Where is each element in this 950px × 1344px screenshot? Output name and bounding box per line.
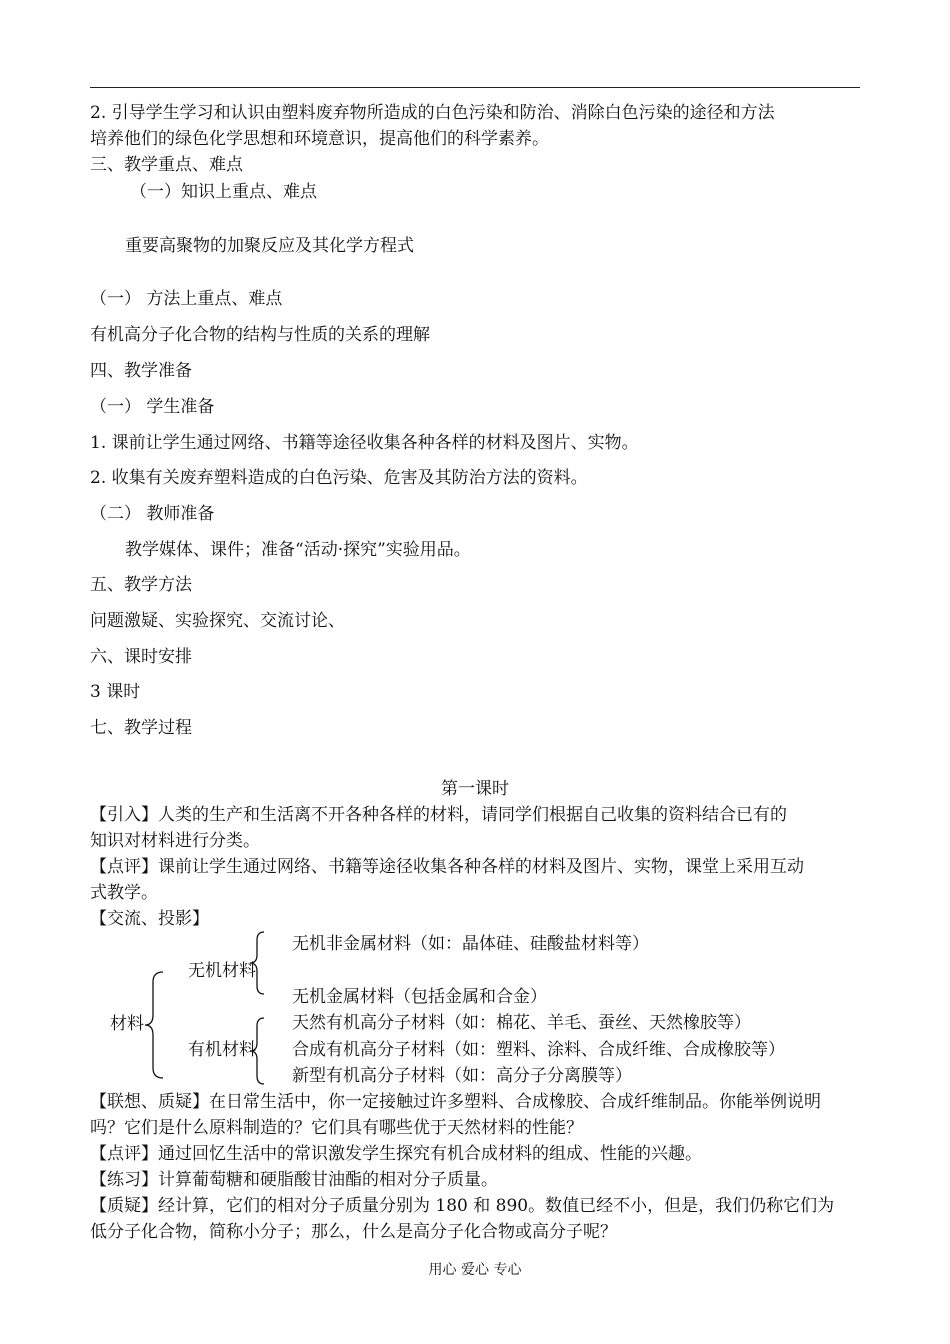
section-heading: 三、教学重点、难点 — [90, 155, 243, 175]
page-footer: 用心 爱心 专心 — [428, 1262, 522, 1278]
text-line: 2. 收集有关废弃塑料造成的白色污染、危害及其防治方法的资料。 — [90, 468, 588, 488]
text-line: 培养他们的绿色化学思想和环境意识，提高他们的科学素养。 — [90, 129, 549, 149]
text-line: 教学媒体、课件；准备“活动·探究”实验用品。 — [125, 540, 471, 560]
text-line: 知识对材料进行分类。 — [90, 831, 260, 851]
subsection-heading: （一） 学生准备 — [90, 397, 215, 417]
text-line: 3 课时 — [90, 682, 141, 702]
text-line: 【联想、质疑】在日常生活中，你一定接触过许多塑料、合成橡胶、合成纤维制品。你能举例说明 — [90, 1092, 821, 1112]
text-line: 2. 引导学生学习和认识由塑料废弃物所造成的白色污染和防治、消除白色污染的途径和方法 — [90, 103, 775, 123]
tree-leaf: 无机金属材料（包括金属和合金） — [292, 987, 547, 1007]
text-line: 【质疑】经计算，它们的相对分子质量分别为 180 和 890。数值已经不小，但是，我们仍称它们为 — [90, 1196, 835, 1216]
section-heading: 六、课时安排 — [90, 647, 192, 667]
text-line: 【点评】课前让学生通过网络、书籍等途径收集各种各样的材料及图片、实物，课堂上采用互动 — [90, 857, 804, 877]
text-line: 1. 课前让学生通过网络、书籍等途径收集各种各样的材料及图片、实物。 — [90, 433, 639, 453]
text-line: 吗？它们是什么原料制造的？它们具有哪些优于天然材料的性能？ — [90, 1118, 583, 1138]
text-line: 【练习】计算葡萄糖和硬脂酸甘油酯的相对分子质量。 — [90, 1170, 498, 1190]
section-heading: 四、教学准备 — [90, 361, 192, 381]
header-rule — [90, 87, 860, 88]
tree-node-inorganic: 无机材料 — [188, 961, 256, 981]
text-line: 式教学。 — [90, 883, 158, 903]
subsection-heading: （一）知识上重点、难点 — [130, 182, 317, 202]
tree-leaf: 天然有机高分子材料（如：棉花、羊毛、蚕丝、天然橡胶等） — [292, 1013, 751, 1033]
root-brace — [145, 970, 165, 1080]
text-line: 重要高聚物的加聚反应及其化学方程式 — [125, 236, 414, 256]
text-line: 低分子化合物，简称小分子；那么，什么是高分子化合物或高分子呢？ — [90, 1222, 617, 1242]
section-heading: 七、教学过程 — [90, 718, 192, 738]
subsection-heading: （二） 教师准备 — [90, 504, 215, 524]
section-heading: 五、教学方法 — [90, 575, 192, 595]
text-line: 有机高分子化合物的结构与性质的关系的理解 — [90, 325, 430, 345]
text-line: 【引入】人类的生产和生活离不开各种各样的材料，请同学们根据自己收集的资料结合已有的 — [90, 805, 787, 825]
text-line: 问题激疑、实验探究、交流讨论、 — [90, 611, 345, 631]
text-line: 【点评】通过回忆生活中的常识激发学生探究有机合成材料的组成、性能的兴趣。 — [90, 1144, 702, 1164]
subsection-heading: （一） 方法上重点、难点 — [90, 289, 283, 309]
tree-leaf: 合成有机高分子材料（如：塑料、涂料、合成纤维、合成橡胶等） — [292, 1040, 785, 1060]
inorganic-brace — [250, 930, 268, 996]
tree-root-label: 材料 — [110, 1014, 144, 1034]
lesson-title: 第一课时 — [441, 779, 509, 799]
tree-leaf: 新型有机高分子材料（如：高分子分离膜等） — [292, 1066, 632, 1086]
tree-node-organic: 有机材料 — [188, 1040, 256, 1060]
organic-brace — [250, 1016, 268, 1086]
text-line: 【交流、投影】 — [90, 909, 209, 929]
tree-leaf: 无机非金属材料（如：晶体硅、硅酸盐材料等） — [292, 934, 649, 954]
